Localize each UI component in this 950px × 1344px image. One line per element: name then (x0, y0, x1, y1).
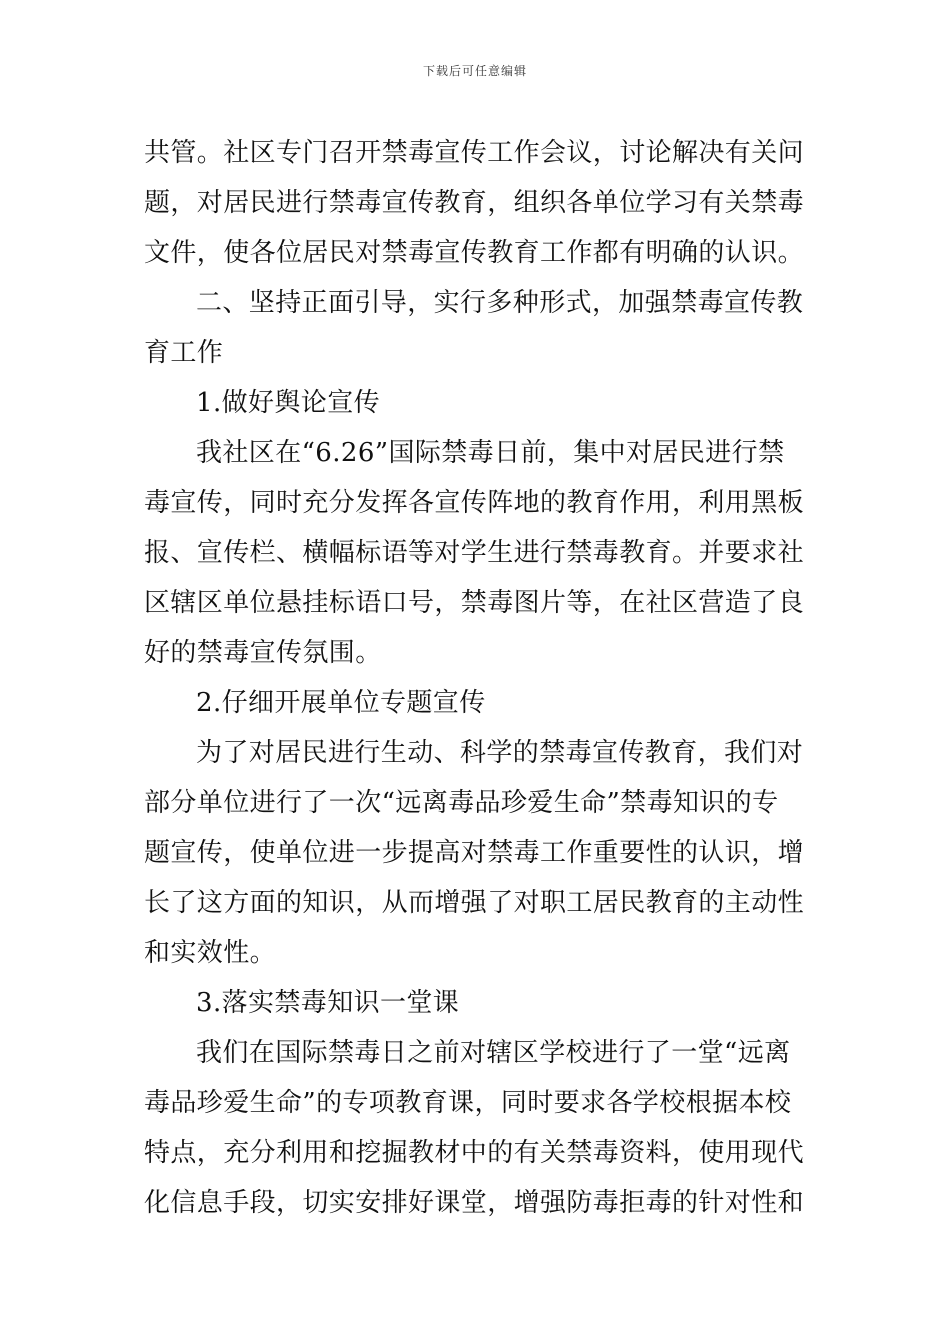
subsection-heading: 3.落实禁毒知识一堂课 (196, 988, 460, 1018)
body-line: 部分单位进行了一次“远离毒品珍爱生命”禁毒知识的专 (144, 788, 779, 818)
body-line: 特点，充分利用和挖掘教材中的有关禁毒资料，使用现代 (144, 1138, 805, 1168)
body-line: 题宣传，使单位进一步提高对禁毒工作重要性的认识，增 (144, 838, 805, 868)
body-line: 和实效性。 (144, 938, 277, 968)
header-note: 下载后可任意编辑 (422, 64, 527, 78)
body-line: 毒宣传，同时充分发挥各宣传阵地的教育作用，利用黑板 (144, 488, 805, 518)
body-line: 为了对居民进行生动、科学的禁毒宣传教育，我们对 (196, 738, 804, 768)
body-line: 题，对居民进行禁毒宣传教育，组织各单位学习有关禁毒 (144, 188, 805, 218)
document-body (144, 128, 808, 1228)
subsection-heading: 2.仔细开展单位专题宣传 (196, 688, 486, 718)
body-line: 化信息手段，切实安排好课堂，增强防毒拒毒的针对性和 (144, 1188, 805, 1218)
body-line: 好的禁毒宣传氛围。 (144, 638, 382, 668)
body-line: 区辖区单位悬挂标语口号，禁毒图片等，在社区营造了良 (144, 588, 805, 618)
subsection-heading: 1.做好舆论宣传 (196, 388, 381, 418)
body-line: 长了这方面的知识，从而增强了对职工居民教育的主动性 (144, 888, 805, 918)
body-line: 共管。社区专门召开禁毒宣传工作会议，讨论解决有关问 (144, 138, 805, 168)
body-line: 毒品珍爱生命”的专项教育课，同时要求各学校根据本校 (144, 1088, 792, 1118)
body-line: 报、宣传栏、横幅标语等对学生进行禁毒教育。并要求社 (144, 538, 805, 568)
section-heading-continued: 育工作 (144, 338, 224, 368)
body-line: 文件，使各位居民对禁毒宣传教育工作都有明确的认识。 (144, 238, 805, 268)
section-heading: 二、坚持正面引导，实行多种形式，加强禁毒宣传教 (196, 288, 804, 318)
body-line: 我社区在“6.26”国际禁毒日前，集中对居民进行禁 (196, 438, 785, 468)
body-line: 我们在国际禁毒日之前对辖区学校进行了一堂“远离 (196, 1038, 791, 1068)
